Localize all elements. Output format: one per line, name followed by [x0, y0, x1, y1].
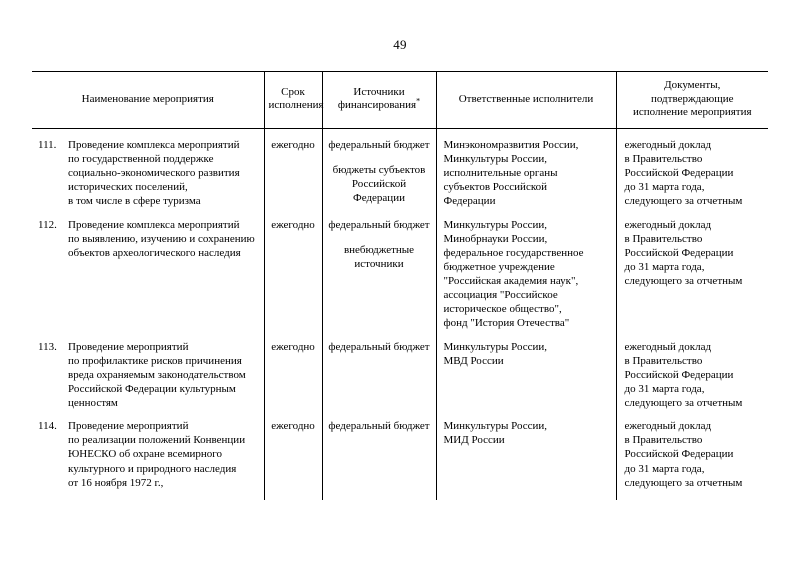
- confirming-document-line-3: Российской Федерации: [624, 167, 734, 180]
- funding-source-1-line-1: федеральный бюджет: [328, 340, 430, 353]
- confirming-document-line-3: Российской Федерации: [624, 368, 734, 381]
- cell-responsible-executors: [436, 128, 616, 208]
- table-row: [32, 128, 768, 208]
- confirming-document-line-3: Российской Федерации: [624, 448, 734, 461]
- confirming-document-line-2: в Правительство: [624, 434, 703, 447]
- responsible-executor-line-5: "Российская академия наук",: [443, 275, 579, 287]
- measure-text-line-3: социально-экономического развития: [68, 167, 240, 180]
- measure-text-line-2: по государственной поддержке: [68, 153, 214, 165]
- responsible-executor-line-2: Минкультуры России,: [443, 153, 548, 165]
- confirming-document-line-5: следующего за отчетным: [624, 275, 743, 287]
- measures-table-container: [32, 71, 768, 500]
- responsible-executor-line-1: Минкультуры России,: [443, 340, 548, 353]
- measure-text-line-2: по профилактике рисков причинения: [68, 354, 242, 367]
- funding-source-block: [327, 163, 432, 205]
- measure-text: [68, 138, 258, 209]
- measure-entry: [38, 419, 258, 490]
- measure-text-line-3: вреда охраняемым законодательством: [68, 368, 246, 381]
- measure-text-line-2: по реализации положений Конвенции: [68, 434, 246, 447]
- confirming-document-line-1: ежегодный доклад: [624, 138, 712, 151]
- execution-term-line-1: ежегодно: [271, 218, 315, 231]
- measure-text-line-1: Проведение мероприятий: [68, 340, 189, 353]
- measure-text: [68, 419, 258, 490]
- cell-responsible-executors: [436, 410, 616, 490]
- measure-text-line-5: от 16 ноября 1972 г.,: [68, 476, 164, 489]
- responsible-executor-line-8: фонд "История Отечества": [443, 317, 570, 330]
- measure-text: [68, 340, 258, 411]
- confirming-document-line-2: в Правительство: [624, 354, 703, 367]
- funding-source-2-line-1: бюджеты субъектов: [332, 164, 426, 176]
- funding-source-1-line-1: федеральный бюджет: [328, 138, 430, 151]
- measure-text-line-2: по выявлению, изучению и сохранению: [68, 232, 255, 245]
- cell-measure-name: [32, 410, 264, 490]
- responsible-executor-line-7: историческое общество",: [443, 303, 562, 316]
- table-row: [32, 410, 768, 490]
- confirming-document-line-5: следующего за отчетным: [624, 195, 743, 208]
- tail-cell: [32, 490, 264, 500]
- measure-text: [68, 218, 258, 260]
- measure-entry: [38, 138, 258, 209]
- column-header-term: [264, 72, 322, 129]
- cell-execution-term: [264, 410, 322, 490]
- column-header-documents-line-1: Документы,: [664, 79, 721, 91]
- funding-source-block: [327, 218, 432, 232]
- measure-text-line-1: Проведение комплекса мероприятий: [68, 218, 240, 231]
- measure-number: 111.: [38, 138, 57, 151]
- cell-confirming-documents: [616, 331, 768, 411]
- measures-table: [32, 71, 768, 500]
- column-header-documents-line-3: исполнение мероприятия: [632, 106, 752, 119]
- tail-cell: [322, 490, 436, 500]
- cell-confirming-documents: [616, 209, 768, 331]
- tail-cell: [436, 490, 616, 500]
- measure-entry: [38, 340, 258, 411]
- measure-text-line-4: исторических поселений,: [68, 181, 188, 194]
- column-header-sources: [322, 72, 436, 129]
- measure-text-line-3: объектов археологического наследия: [68, 246, 241, 259]
- confirming-document-line-2: в Правительство: [624, 232, 703, 245]
- responsible-executor-line-3: исполнительные органы: [443, 167, 558, 180]
- measure-number: 114.: [38, 420, 57, 433]
- column-header-responsible: [436, 72, 616, 129]
- footnote-marker-icon: *: [416, 96, 421, 106]
- responsible-executor-line-1: Минкультуры России,: [443, 218, 548, 231]
- confirming-document-line-5: следующего за отчетным: [624, 397, 743, 409]
- table-tail-spacer: [32, 490, 768, 500]
- table-body: [32, 128, 768, 499]
- responsible-executor-line-2: Минобрнауки России,: [443, 232, 548, 245]
- table-header: [32, 72, 768, 129]
- cell-measure-name: [32, 209, 264, 331]
- cell-funding-sources: [322, 331, 436, 411]
- funding-source-block: [327, 138, 432, 152]
- confirming-document-line-4: до 31 марта года,: [624, 260, 705, 273]
- cell-responsible-executors: [436, 331, 616, 411]
- cell-measure-name: [32, 331, 264, 411]
- cell-funding-sources: [322, 410, 436, 490]
- measure-text-line-1: Проведение комплекса мероприятий: [68, 138, 240, 151]
- funding-source-block: [327, 419, 432, 433]
- column-header-documents: [616, 72, 768, 129]
- confirming-document-line-4: до 31 марта года,: [624, 382, 705, 395]
- confirming-document-line-2: в Правительство: [624, 153, 703, 165]
- funding-source-1-line-1: федеральный бюджет: [328, 218, 430, 231]
- measure-entry: [38, 218, 258, 260]
- measure-text-line-3: ЮНЕСКО об охране всемирного: [68, 448, 223, 461]
- cell-responsible-executors: [436, 209, 616, 331]
- measure-number: 112.: [38, 218, 57, 231]
- column-header-documents-line-2: подтверждающие: [650, 92, 734, 105]
- measure-text-line-1: Проведение мероприятий: [68, 420, 189, 433]
- funding-source-2-line-2: источники: [354, 257, 404, 270]
- funding-source-block: [327, 243, 432, 271]
- measure-text-line-4: Российской Федерации культурным: [68, 382, 236, 395]
- table-row: [32, 331, 768, 411]
- responsible-executor-line-5: Федерации: [443, 195, 496, 208]
- cell-funding-sources: [322, 209, 436, 331]
- confirming-document-line-1: ежегодный доклад: [624, 218, 712, 231]
- cell-measure-name: [32, 128, 264, 208]
- funding-source-2-line-2: Российской: [351, 178, 407, 191]
- funding-source-1-line-1: федеральный бюджет: [328, 420, 430, 433]
- responsible-executor-line-1: Минкультуры России,: [443, 420, 548, 433]
- column-header-term-line-2: исполнения: [268, 99, 324, 112]
- confirming-document-line-1: ежегодный доклад: [624, 340, 712, 353]
- measure-number: 113.: [38, 340, 57, 353]
- confirming-document-line-5: следующего за отчетным: [624, 476, 743, 489]
- column-header-name-line-1: Наименование мероприятия: [81, 92, 214, 105]
- measure-text-line-4: культурного и природного наследия: [68, 462, 237, 475]
- tail-cell: [616, 490, 768, 500]
- confirming-document-line-3: Российской Федерации: [624, 246, 734, 259]
- cell-execution-term: [264, 209, 322, 331]
- responsible-executor-line-2: МИД России: [443, 434, 505, 447]
- confirming-document-line-1: ежегодный доклад: [624, 420, 712, 433]
- confirming-document-line-4: до 31 марта года,: [624, 462, 705, 475]
- column-header-sources-line-2: [327, 96, 432, 113]
- cell-confirming-documents: [616, 128, 768, 208]
- column-header-sources-line-1: Источники: [353, 85, 405, 98]
- responsible-executor-line-3: федеральное государственное: [443, 246, 584, 259]
- cell-execution-term: [264, 128, 322, 208]
- funding-source-2-line-3: Федерации: [353, 192, 405, 205]
- table-header-row: [32, 72, 768, 129]
- column-header-name: [32, 72, 264, 129]
- page-number: 49: [393, 37, 407, 52]
- responsible-executor-line-4: субъектов Российской: [443, 181, 548, 194]
- measure-text-line-5: в том числе в сфере туризма: [68, 195, 201, 208]
- funding-source-block: [327, 340, 432, 354]
- column-header-responsible-line-1: Ответственные исполнители: [458, 92, 594, 105]
- cell-confirming-documents: [616, 410, 768, 490]
- source-gap: [327, 152, 432, 163]
- execution-term-line-1: ежегодно: [271, 138, 315, 151]
- responsible-executor-line-2: МВД России: [443, 354, 504, 367]
- table-row: [32, 209, 768, 331]
- responsible-executor-line-6: ассоциация "Российское: [443, 289, 558, 302]
- tail-cell: [264, 490, 322, 500]
- measure-text-line-5: ценностям: [68, 397, 118, 409]
- responsible-executor-line-1: Минэкономразвития России,: [443, 138, 579, 151]
- cell-funding-sources: [322, 128, 436, 208]
- column-header-term-line-1: Срок: [281, 85, 305, 98]
- funding-source-2-line-1: внебюджетные: [343, 243, 415, 256]
- execution-term-line-1: ежегодно: [271, 420, 315, 433]
- source-gap: [327, 232, 432, 243]
- cell-execution-term: [264, 331, 322, 411]
- responsible-executor-line-4: бюджетное учреждение: [443, 260, 555, 273]
- execution-term-line-1: ежегодно: [271, 340, 315, 353]
- confirming-document-line-4: до 31 марта года,: [624, 181, 705, 194]
- column-header-sources-text: финансирования: [337, 99, 417, 112]
